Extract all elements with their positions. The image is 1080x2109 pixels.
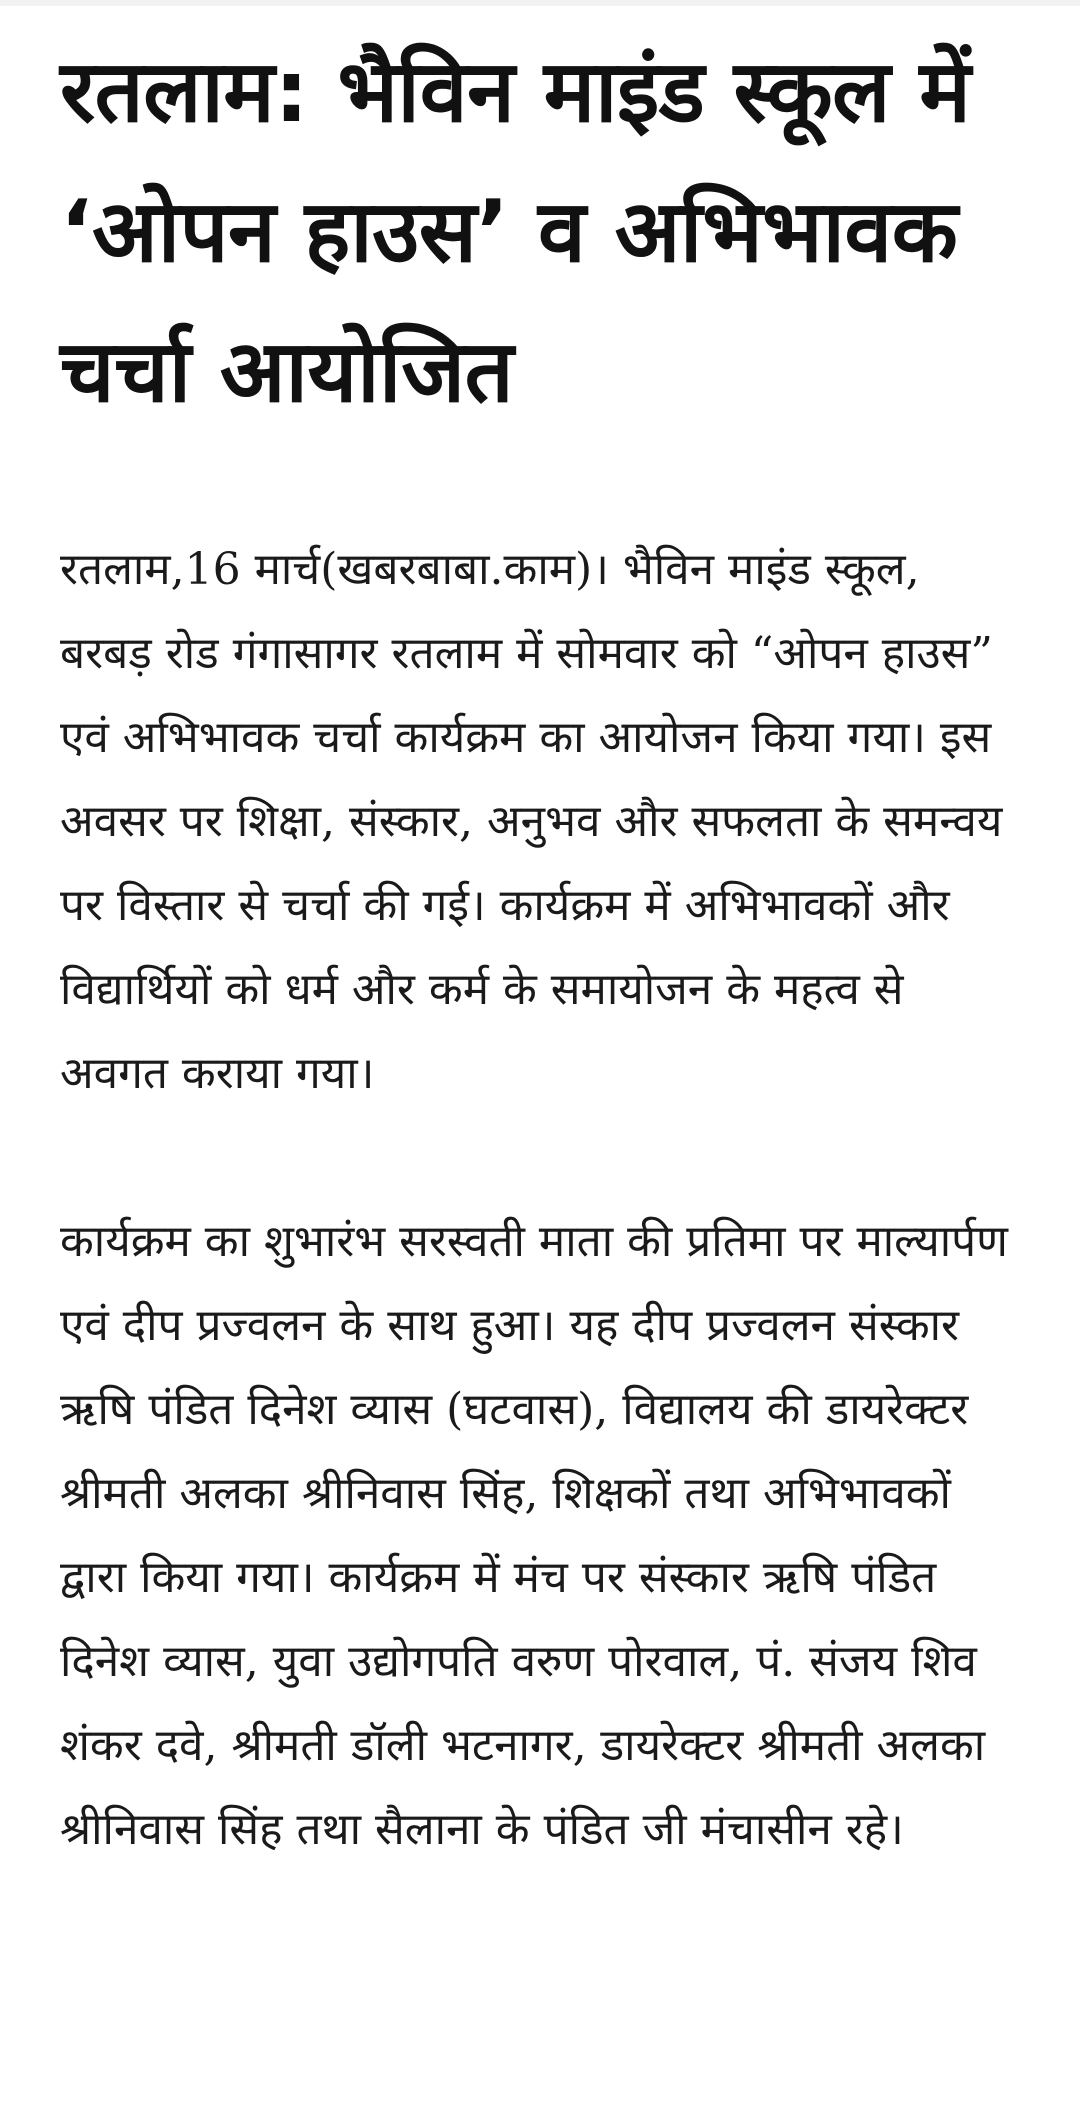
top-edge-strip [0,0,1080,6]
news-article [60,22,1020,1872]
article-paragraph-2: कार्यक्रम का शुभारंभ सरस्वती माता की प्रतिमा पर माल्यार्पण एवं दीप प्रज्वलन के साथ हुआ। यह दीप प्रज्वलन संस्कार ऋषि पंडित दिनेश व्यास (घटवास), विद्यालय की डायरेक्टर श्रीमती अलका श्रीनिवास सिंह, शिक्षकों तथा अभिभावकों द्वारा किया गया। कार्यक्रम में मंच पर संस्कार ऋषि पंडित दिनेश व्यास, युवा उद्योगपति वरुण पोरवाल, पं. संजय शिव शंकर दवे, श्रीमती डॉली भटनागर, डायरेक्टर श्रीमती अलका श्रीनिवास सिंह तथा सैलाना के पंडित जी मंचासीन रहे। [60,1216,1008,1855]
article-headline: रतलाम: भैविन माइंड स्कूल में ‘ओपन हाउस’ व अभिभावक चर्चा आयोजित [60,42,971,422]
article-body [60,528,1020,1872]
article-paragraph-1: रतलाम,16 मार्च(खबरबाबा.काम)। भैविन माइंड स्कूल, बरबड़ रोड गंगासागर रतलाम में सोमवार को “ओपन हाउस” एवं अभिभावक चर्चा कार्यक्रम का आयोजन किया गया। इस अवसर पर शिक्षा, संस्कार, अनुभव और सफलता के समन्वय पर विस्तार से चर्चा की गई। कार्यक्रम में अभिभावकों और विद्यार्थियों को धर्म और कर्म के समायोजन के महत्व से अवगत कराया गया। [60,544,1003,1099]
